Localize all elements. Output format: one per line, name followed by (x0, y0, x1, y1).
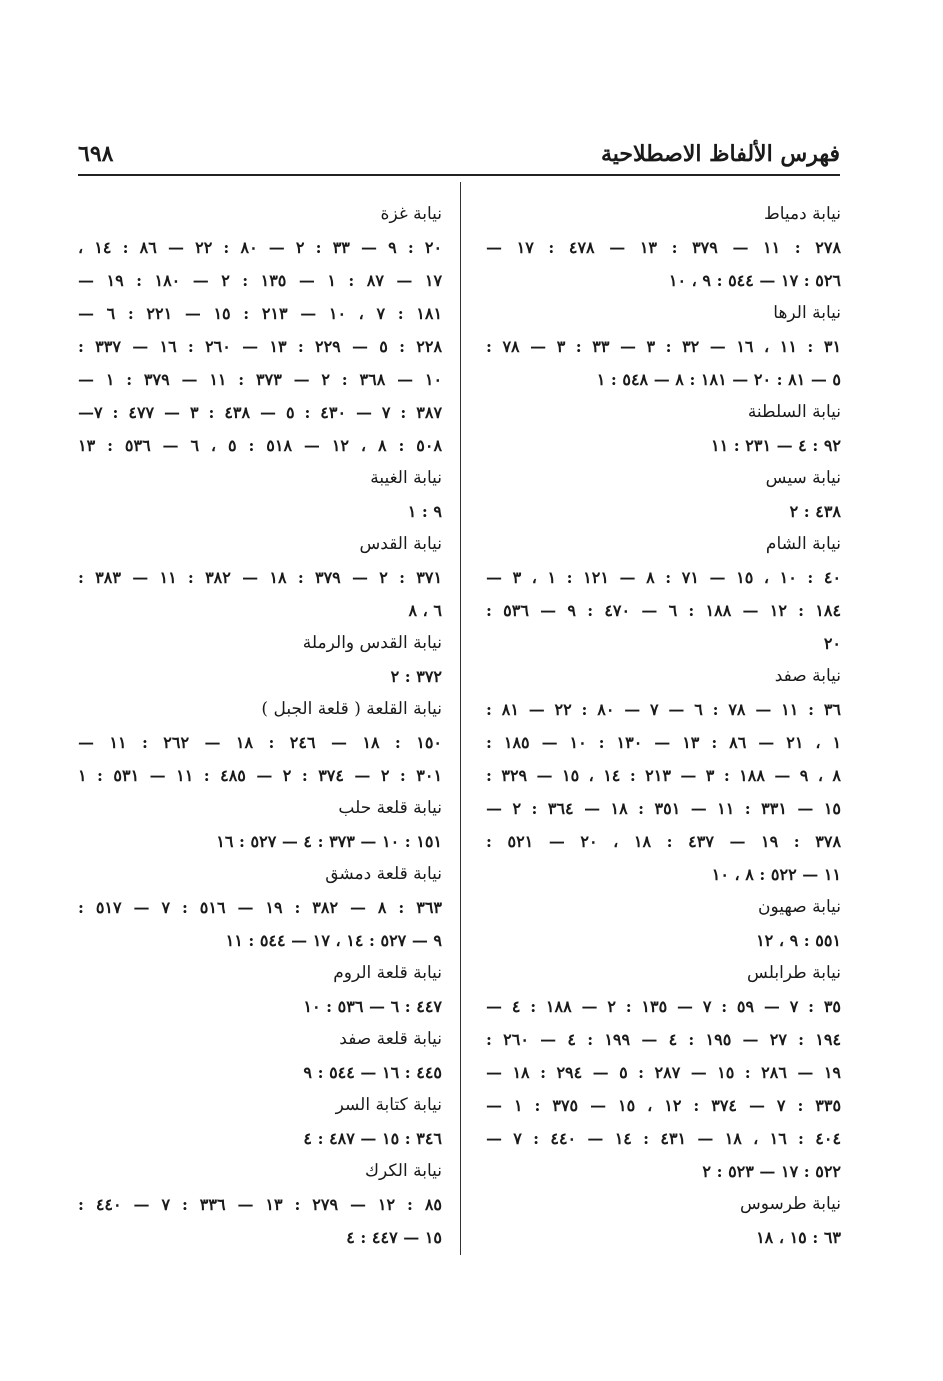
index-entry (78, 528, 442, 627)
left-column (78, 198, 442, 1254)
index-entry (78, 792, 442, 858)
page-references-line: ١٩٤ : ٢٧ — ١٩٥ : ٤ — ١٩٩ : ٤ — ٢٦٠ : (486, 1030, 841, 1049)
entry-heading: نيابة قلعة صفد (339, 1029, 442, 1049)
index-entry (486, 1188, 841, 1254)
entry-heading: نيابة طرسوس (740, 1194, 841, 1214)
entry-heading: نيابة الشام (765, 534, 841, 554)
header-rule (78, 174, 840, 176)
index-entry (486, 198, 841, 297)
entry-heading: نيابة صفد (774, 666, 841, 686)
page-references-line: ٤٠ : ١٠ ، ١٥ — ٧١ : ٨ — ١٢١ : ١ ، ٣ — (486, 568, 841, 587)
page-references-line: ١٨٤ : ١٢ — ١٨٨ : ٦ — ٤٧٠ : ٩ — ٥٣٦ : (486, 601, 841, 620)
page-title: فهرس الألفاظ الاصطلاحية (600, 141, 840, 167)
page-references-line: ٣٠١ : ٢ — ٣٧٤ : ٢ — ٤٨٥ : ١١ — ٥٣١ : ١ (78, 766, 442, 785)
page-references-line: ٣٤٦ : ١٥ — ٤٨٧ : ٤ (303, 1129, 442, 1148)
page-references-line: ٣٧٨ : ١٩ — ٤٣٧ : ١٨ ، ٢٠ — ٥٢١ : (486, 832, 841, 851)
page-references-line: ١١ — ٥٢٢ : ٨ ، ١٠ (711, 865, 841, 884)
entry-heading: نيابة السلطنة (747, 402, 841, 422)
index-entry (78, 627, 442, 693)
page-references-line: ٤٤٥ : ١٦ — ٥٤٤ : ٩ (303, 1063, 442, 1082)
page-references-line: ١٥ — ٣٣١ : ١١ — ٣٥١ : ١٨ — ٣٦٤ : ٢ — (486, 799, 841, 818)
page-header (78, 136, 840, 172)
index-entry (78, 1089, 442, 1155)
page-references-line: ٣٧١ : ٢ — ٣٧٩ : ١٨ — ٣٨٢ : ١١ — ٣٨٣ : (78, 568, 442, 587)
entry-heading: نيابة غزة (380, 204, 442, 224)
index-entry (486, 297, 841, 396)
entry-heading: نيابة الكرك (365, 1161, 442, 1181)
page-references-line: ٣٦ : ١١ — ٧٨ : ٦ — ٧ — ٨٠ : ٢٢ — ٨١ : (486, 700, 841, 719)
page-references-line: ١٠ — ٣٦٨ : ٢ — ٣٧٣ : ١١ — ٣٧٩ : ١ — (78, 370, 442, 389)
page-references-line: ١٩ — ٢٨٦ : ١٥ — ٢٨٧ : ٥ — ٢٩٤ : ١٨ — (486, 1063, 841, 1082)
page-references-line: ٣٦٣ : ٨ — ٣٨٢ : ١٩ — ٥١٦ : ٧ — ٥١٧ : (78, 898, 442, 917)
page-references-line: ٣٥ : ٧ — ٥٩ : ٧ — ١٣٥ : ٢ — ١٨٨ : ٤ — (486, 997, 841, 1016)
entry-heading: نيابة سيس (765, 468, 841, 488)
index-entry (78, 957, 442, 1023)
page-references-line: ٩٢ : ٤ — ٢٣١ : ١١ (711, 436, 841, 455)
column-divider (460, 182, 461, 1255)
page-references-line: ١٥١ : ١٠ — ٣٧٣ : ٤ — ٥٢٧ : ١٦ (216, 832, 442, 851)
page-references-line: ٥ — ٨١ : ٢٠ — ١٨١ : ٨ — ٥٤٨ : ١ (596, 370, 841, 389)
page-references-line: ٢٠ (823, 634, 841, 653)
entry-heading: نيابة قلعة الروم (333, 963, 442, 983)
entry-heading: نيابة صهيون (758, 897, 841, 917)
index-entry (486, 462, 841, 528)
page-references-line: ١٧ — ٨٧ : ١ — ١٣٥ : ٢ — ١٨٠ : ١٩ — (78, 271, 442, 290)
index-entry (486, 528, 841, 660)
page-references-line: ٥٥١ : ٩ ، ١٢ (756, 931, 841, 950)
page-references-line: ٣٧٢ : ٢ (390, 667, 442, 686)
index-entry (78, 1155, 442, 1254)
page-references-line: ٢٢٨ : ٥ — ٢٢٩ : ١٣ — ٢٦٠ : ١٦ — ٣٣٧ : (78, 337, 442, 356)
entry-heading: نيابة الرها (773, 303, 841, 323)
entry-heading: نيابة دمياط (764, 204, 841, 224)
page-references-line: ٥٢٦ : ١٧ — ٥٤٤ : ٩ ، ١٠ (668, 271, 841, 290)
entry-heading: نيابة القدس والرملة (302, 633, 442, 653)
index-entry (78, 858, 442, 957)
page-references-line: ٩ : ١ (407, 502, 442, 521)
page-references-line: ٤٤٧ : ٦ — ٥٣٦ : ١٠ (303, 997, 442, 1016)
entry-heading: نيابة طرابلس (747, 963, 841, 983)
page-references-line: ٦ ، ٨ (408, 601, 442, 620)
entry-heading: نيابة قلعة حلب (338, 798, 442, 818)
page-number: ٦٩٨ (78, 141, 114, 167)
index-entry (78, 1023, 442, 1089)
page-references-line: ٣١ : ١١ ، ١٦ — ٣٢ : ٣ — ٣٣ : ٣ — ٧٨ : (486, 337, 841, 356)
page-references-line: ٨٥ : ١٢ — ٢٧٩ : ١٣ — ٣٣٦ : ٧ — ٤٤٠ : (78, 1195, 442, 1214)
page-references-line: ٤٠٤ : ١٦ ، ١٨ — ٤٣١ : ١٤ — ٤٤٠ : ٧ — (486, 1129, 841, 1148)
page-references-line: ٣٣٥ : ٧ — ٣٧٤ : ١٢ ، ١٥ — ٣٧٥ : ١ — (486, 1096, 841, 1115)
page-references-line: ٦٣ : ١٥ ، ١٨ (756, 1228, 841, 1247)
page-references-line: ١٥٠ : ١٨ — ٢٤٦ : ١٨ — ٢٦٢ : ١١ — (78, 733, 442, 752)
index-entry (486, 396, 841, 462)
page-references-line: ٨ ، ٩ — ١٨٨ : ٣ — ٢١٣ : ١٤ ، ١٥ — ٣٢٩ : (486, 766, 841, 785)
page-references-line: ٥٢٢ : ١٧ — ٥٢٣ : ٢ (702, 1162, 841, 1181)
entry-heading: نيابة القدس (359, 534, 442, 554)
page-references-line: ٩ — ٥٢٧ : ١٤ ، ١٧ — ٥٤٤ : ١١ (225, 931, 442, 950)
index-entry (78, 462, 442, 528)
page-references-line: ٤٣٨ : ٢ (789, 502, 841, 521)
page-references-line: ٢٠ : ٩ — ٣٣ : ٢ — ٨٠ : ٢٢ — ٨٦ : ١٤ ، (78, 238, 442, 257)
entry-heading: نيابة كتابة السر (335, 1095, 442, 1115)
entry-heading: نيابة الغيبة (370, 468, 442, 488)
page-references-line: ٥٠٨ : ٨ ، ١٢ — ٥١٨ : ٥ ، ٦ — ٥٣٦ : ١٣ (78, 436, 442, 455)
entry-heading: نيابة قلعة دمشق (325, 864, 442, 884)
index-entry (486, 891, 841, 957)
index-entry (486, 957, 841, 1188)
page-references-line: ٢٧٨ : ١١ — ٣٧٩ : ١٣ — ٤٧٨ : ١٧ — (486, 238, 841, 257)
index-entry (486, 660, 841, 891)
page-references-line: ٣٨٧ : ٧ — ٤٣٠ : ٥ — ٤٣٨ : ٣ — ٤٧٧ : ٧— (78, 403, 442, 422)
index-entry (78, 198, 442, 462)
right-column (486, 198, 841, 1254)
page-references-line: ١ ، ٢١ — ٨٦ : ١٣ — ١٣٠ : ١٠ — ١٨٥ : (486, 733, 841, 752)
page-references-line: ١٨١ : ٧ ، ١٠ — ٢١٣ : ١٥ — ٢٢١ : ٦ — (78, 304, 442, 323)
page-references-line: ١٥ — ٤٤٧ : ٤ (346, 1228, 442, 1247)
index-entry (78, 693, 442, 792)
entry-heading: نيابة القلعة ( قلعة الجبل ) (261, 699, 442, 719)
